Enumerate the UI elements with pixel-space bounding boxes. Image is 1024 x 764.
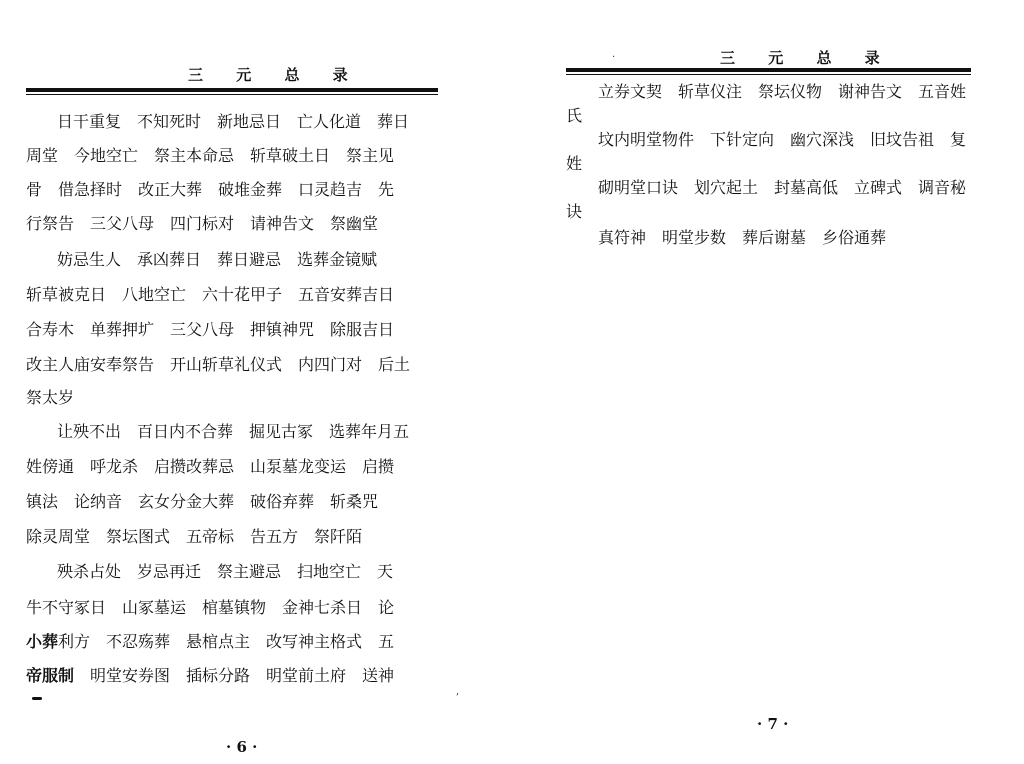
- text-line: 坟内明堂物件 下针定向 幽穴深浅 旧坟告祖 复: [598, 130, 967, 149]
- text-line: 殃杀占处 岁忌再迁 祭主避忌 扫地空亡 天: [57, 562, 394, 581]
- running-header: 三 元 总 录: [188, 66, 362, 84]
- text-line: 立券文契 斩草仪注 祭坛仪物 谢神告文 五音姓: [598, 82, 967, 101]
- header-rule-thin: [566, 74, 971, 75]
- text-line: 斩草被克日 八地空亡 六十花甲子 五音安葬吉日: [26, 285, 395, 304]
- text-line: 牛不守冢日 山冢墓运 棺墓镇物 金神七杀日 论: [26, 598, 395, 617]
- text-line: 砌明堂口诀 划穴起土 封墓高低 立碑式 调音秘: [598, 178, 967, 197]
- right-page: [456, 0, 1024, 764]
- text-line: 让殃不出 百日内不合葬 掘见古冢 选葬年月五: [57, 422, 410, 441]
- text-line: 祭太岁: [26, 388, 75, 407]
- text-line: 日干重复 不知死时 新地忌日 亡人化道 葬日: [57, 112, 410, 131]
- text-line: 真符神 明堂步数 葬后谢墓 乡俗通葬: [598, 228, 887, 247]
- header-rule: [566, 68, 971, 72]
- text-line: 小葬利方 不忍殇葬 悬棺点主 改写神主格式 五: [26, 632, 395, 651]
- text-line: 周堂 今地空亡 祭主本命忌 斩草破土日 祭主见: [26, 146, 395, 165]
- header-rule-thin: [26, 94, 438, 95]
- left-page: [0, 0, 470, 764]
- text-line: 行祭告 三父八母 四门标对 请神告文 祭幽堂: [26, 214, 379, 233]
- scan-speck: ·: [612, 52, 616, 63]
- text-line: 合寿木 单葬押圹 三父八母 押镇神咒 除服吉日: [26, 320, 395, 339]
- text-line: 姓: [566, 154, 583, 173]
- text-line: 骨 借急择时 改正大葬 破堆金葬 口灵趋吉 先: [26, 180, 395, 199]
- heavy-ink-run: 帝服制: [26, 666, 75, 685]
- text-line: 镇法 论纳音 玄女分金大葬 破俗弃葬 斩桑咒: [26, 492, 379, 511]
- text-line: 除灵周堂 祭坛图式 五帝标 告五方 祭阡陌: [26, 527, 363, 546]
- text-line: 姓傍通 呼龙杀 启攒改葬忌 山泵墓龙变运 启攒: [26, 457, 395, 476]
- text-line: 改主人庙安奉祭告 开山斩草礼仪式 内四门对 后土: [26, 355, 411, 374]
- text-line: 帝服制 明堂安券图 插标分路 明堂前土府 送神: [26, 666, 395, 685]
- running-header: 三 元 总 录: [720, 49, 894, 67]
- page-number: · 7 ·: [757, 715, 789, 733]
- heavy-ink-run: 小葬: [26, 632, 59, 651]
- text-line: 氏: [566, 106, 583, 125]
- ink-smudge: [32, 697, 42, 700]
- text-line: 诀: [566, 202, 583, 221]
- scan-speck: ,: [456, 686, 460, 697]
- text-line: 妨忌生人 承凶葬日 葬日避忌 选葬金镜赋: [57, 250, 378, 269]
- page-number: · 6 ·: [226, 738, 258, 756]
- header-rule: [26, 88, 438, 92]
